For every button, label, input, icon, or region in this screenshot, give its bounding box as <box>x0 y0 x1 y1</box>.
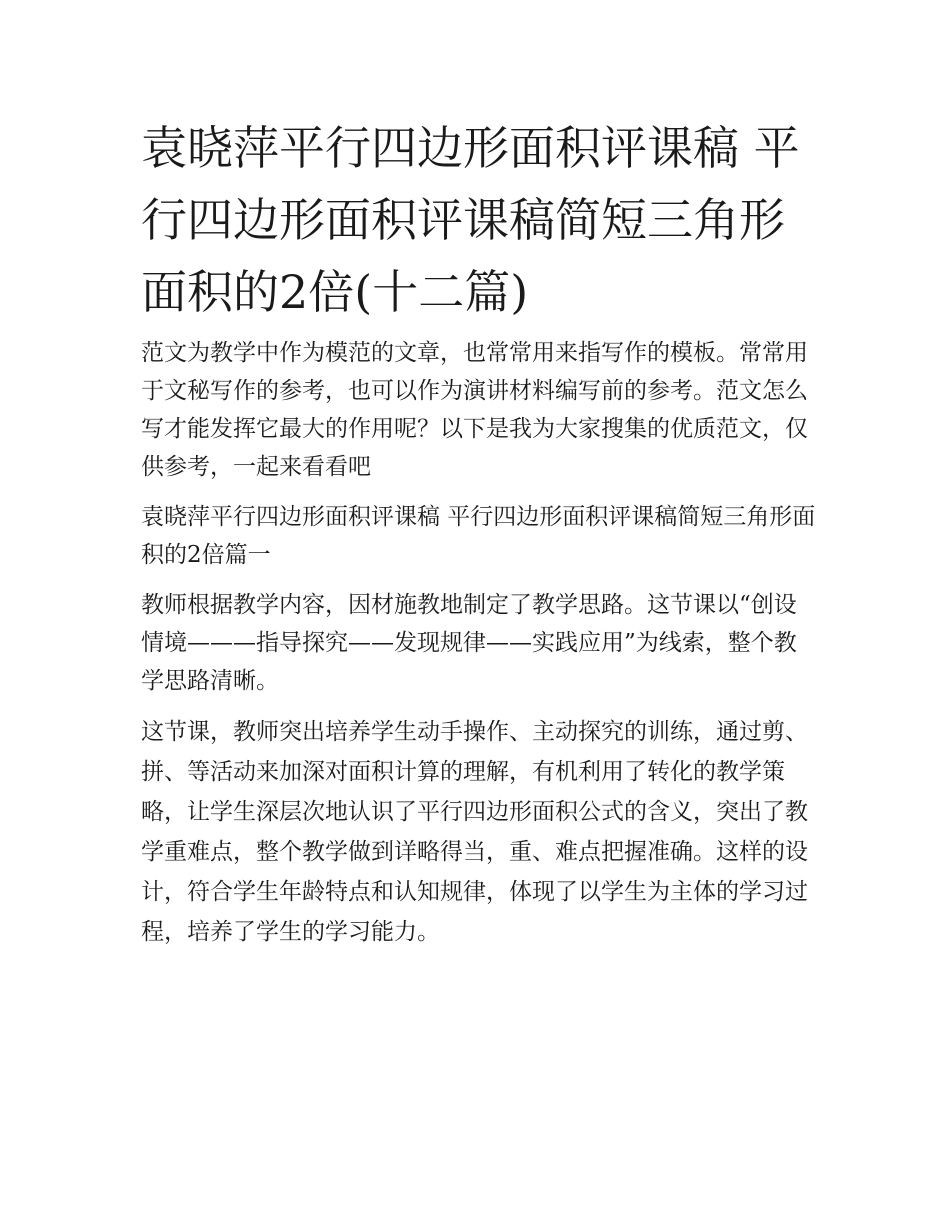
document-title: 袁晓萍平行四边形面积评课稿 平行四边形面积评课稿简短三角形面积的2倍(十二篇) <box>141 121 800 319</box>
body-paragraph-1: 教师根据教学内容，因材施教地制定了教学思路。这节课以“创设情境———指导探究——发现规律——实践应用”为线索，整个教学思路清晰。 <box>141 592 797 694</box>
body-paragraph-2: 这节课，教师突出培养学生动手操作、主动探究的训练，通过剪、拼、等活动来加深对面积计算的理解，有机利用了转化的教学策略，让学生深层次地认识了平行四边形面积公式的含义，突出了教学重难点，整个教学做到详略得当，重、难点把握准确。这样的设计，符合学生年龄特点和认知规律，体现了以学生为主体的学习过程，培养了学生的学习能力。 <box>141 719 808 945</box>
document-page <box>141 112 816 952</box>
intro-paragraph: 范文为教学中作为模范的文章，也常常用来指写作的模板。常常用于文秘写作的参考，也可以作为演讲材料编写前的参考。范文怎么写才能发挥它最大的作用呢？以下是我为大家搜集的优质范文，仅供参考，一起来看看吧 <box>141 340 808 480</box>
section-heading: 袁晓萍平行四边形面积评课稿 平行四边形面积评课稿简短三角形面积的2倍篇一 <box>141 504 816 568</box>
